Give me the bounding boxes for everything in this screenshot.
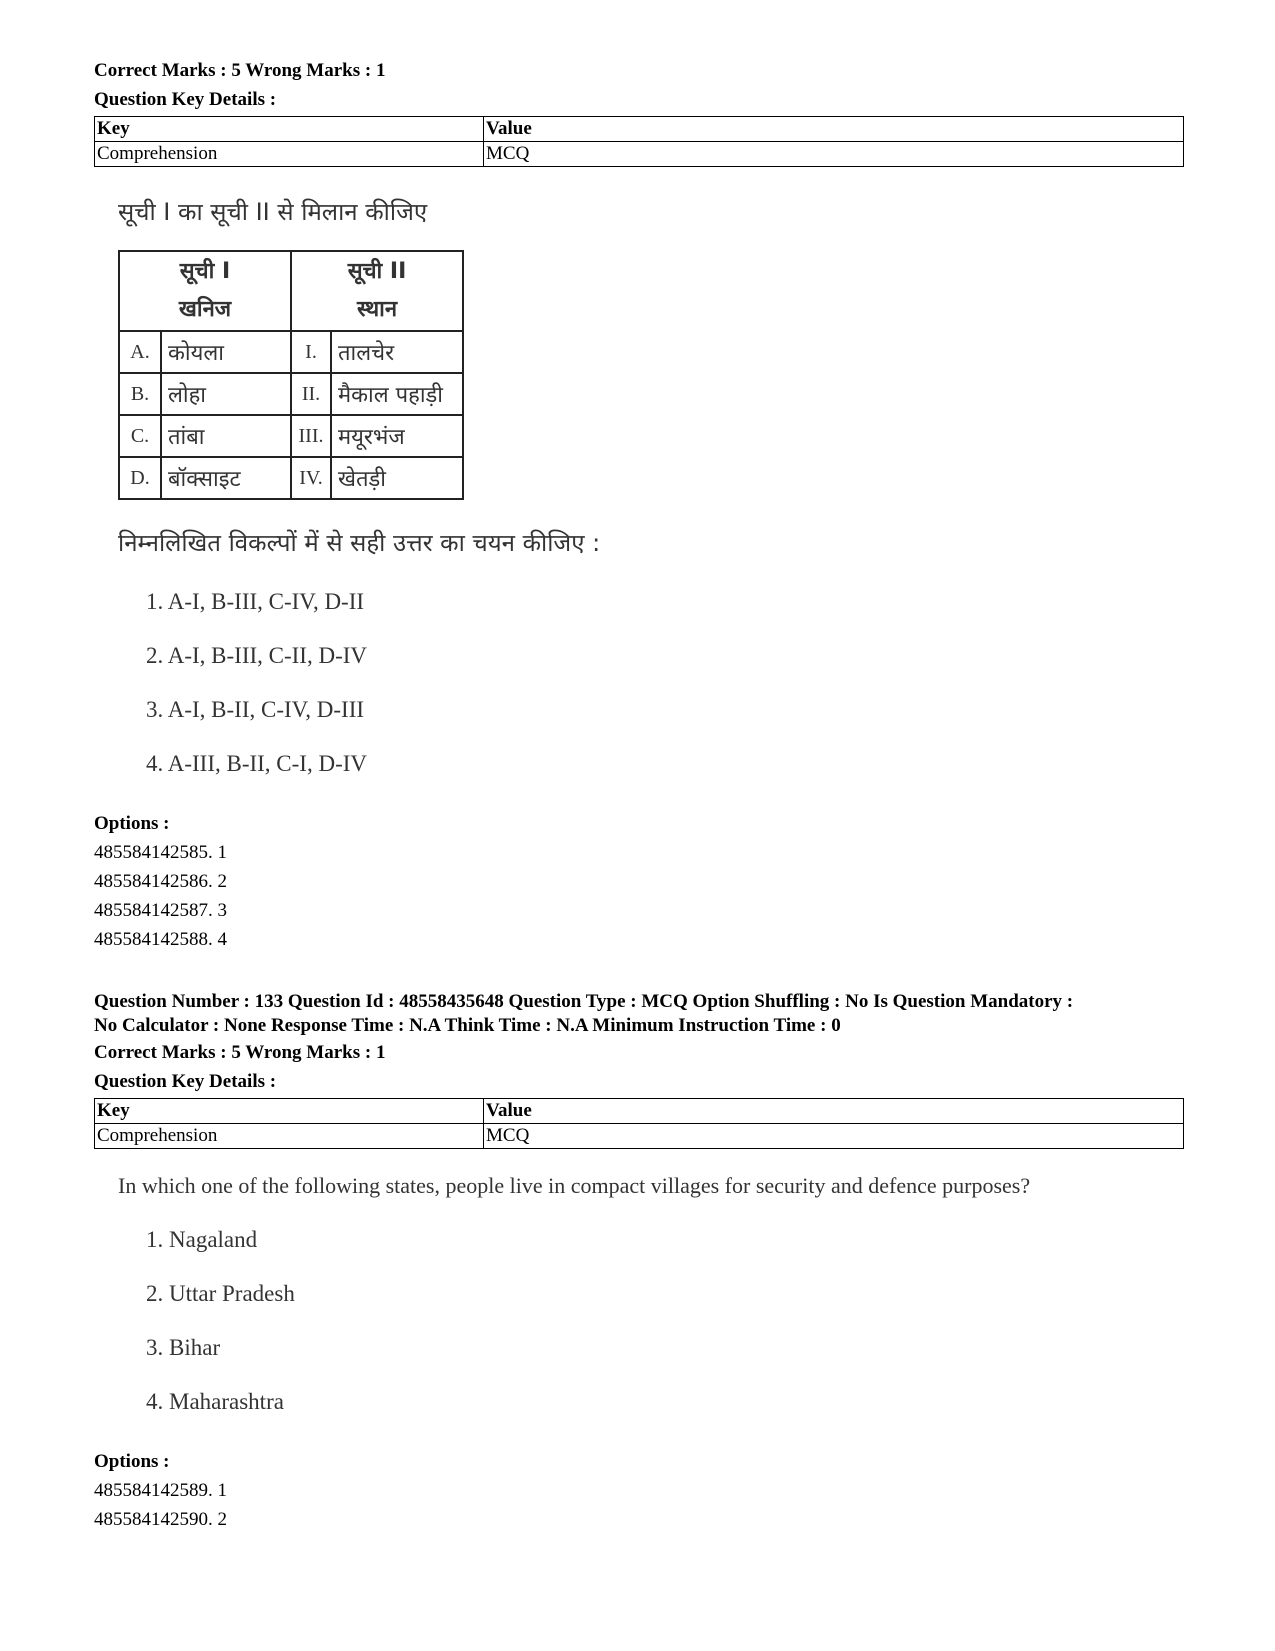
q2-question-image xyxy=(118,1173,1184,1429)
choice-item: 2. Uttar Pradesh xyxy=(146,1281,295,1306)
q2-options-label: Options : xyxy=(94,1451,170,1472)
match-place: तालचेर xyxy=(331,331,463,373)
q1-match-table xyxy=(118,250,464,500)
choice-item: 1. Nagaland xyxy=(146,1227,258,1252)
choice-item: 3. A-I, B-II, C-IV, D-III xyxy=(146,697,365,722)
q2-key-details-label: Question Key Details : xyxy=(94,1071,277,1092)
q1-prompt: सूची I का सूची II से मिलान कीजिए xyxy=(118,198,428,226)
q1-question-image xyxy=(118,195,1184,791)
q2-header-line1: Question Number : 133 Question Id : 48558435648 Question Type : MCQ Option Shuffling : No Is Question Mandatory : xyxy=(94,991,1074,1012)
q2-key-cell: Comprehension xyxy=(95,1124,484,1149)
q1-value-cell: MCQ xyxy=(484,142,1184,167)
match-roman: II. xyxy=(291,373,331,415)
q2-key-header: Key xyxy=(95,1099,484,1124)
option-item: 485584142587. 3 xyxy=(94,900,227,921)
choice-item: 4. A-III, B-II, C-I, D-IV xyxy=(146,751,367,776)
option-item: 485584142585. 1 xyxy=(94,842,227,863)
document-page xyxy=(94,56,1184,1534)
q1-key-cell: Comprehension xyxy=(95,142,484,167)
match-letter: A. xyxy=(119,331,161,373)
q2-question-text: In which one of the following states, people live in compact villages for security and defence purposes? xyxy=(118,1173,1031,1198)
q1-options-label: Options : xyxy=(94,813,170,834)
q2-value-header: Value xyxy=(484,1099,1184,1124)
q1-instruction: निम्नलिखित विकल्पों में से सही उत्तर का चयन कीजिए : xyxy=(118,529,601,557)
q2-key-table xyxy=(94,1098,1184,1149)
match-item: बॉक्साइट xyxy=(161,457,291,499)
match-letter: C. xyxy=(119,415,161,457)
match-row xyxy=(119,415,463,457)
match-col1-header xyxy=(119,251,291,331)
match-col1-title: सूची I xyxy=(179,259,231,284)
q2-header-line2: No Calculator : None Response Time : N.A Think Time : N.A Minimum Instruction Time : 0 xyxy=(94,1015,841,1036)
q1-key-table xyxy=(94,116,1184,167)
q1-marks: Correct Marks : 5 Wrong Marks : 1 xyxy=(94,60,386,81)
match-row xyxy=(119,457,463,499)
choice-item: 3. Bihar xyxy=(146,1335,221,1360)
option-item: 485584142588. 4 xyxy=(94,929,227,950)
match-col2-title: सूची II xyxy=(347,259,407,284)
q1-key-details-label: Question Key Details : xyxy=(94,89,277,110)
q1-choice-list xyxy=(118,575,1184,791)
q1-key-header: Key xyxy=(95,117,484,142)
match-col2-sub: स्थान xyxy=(356,297,398,322)
match-letter: D. xyxy=(119,457,161,499)
choice-item: 1. A-I, B-III, C-IV, D-II xyxy=(146,589,365,614)
q2-choice-list xyxy=(118,1213,1184,1429)
match-row xyxy=(119,331,463,373)
match-item: तांबा xyxy=(161,415,291,457)
match-roman: III. xyxy=(291,415,331,457)
match-place: खेतड़ी xyxy=(331,457,463,499)
option-item: 485584142586. 2 xyxy=(94,871,227,892)
q1-value-header: Value xyxy=(484,117,1184,142)
match-place: मैकाल पहाड़ी xyxy=(331,373,463,415)
match-letter: B. xyxy=(119,373,161,415)
match-roman: IV. xyxy=(291,457,331,499)
match-roman: I. xyxy=(291,331,331,373)
match-col2-header xyxy=(291,251,463,331)
match-place: मयूरभंज xyxy=(331,415,463,457)
match-row xyxy=(119,373,463,415)
option-item: 485584142589. 1 xyxy=(94,1480,227,1501)
q2-marks: Correct Marks : 5 Wrong Marks : 1 xyxy=(94,1042,386,1063)
match-item: लोहा xyxy=(161,373,291,415)
q2-value-cell: MCQ xyxy=(484,1124,1184,1149)
match-item: कोयला xyxy=(161,331,291,373)
match-col1-sub: खनिज xyxy=(178,297,232,322)
choice-item: 4. Maharashtra xyxy=(146,1389,284,1414)
choice-item: 2. A-I, B-III, C-II, D-IV xyxy=(146,643,367,668)
option-item: 485584142590. 2 xyxy=(94,1509,227,1530)
